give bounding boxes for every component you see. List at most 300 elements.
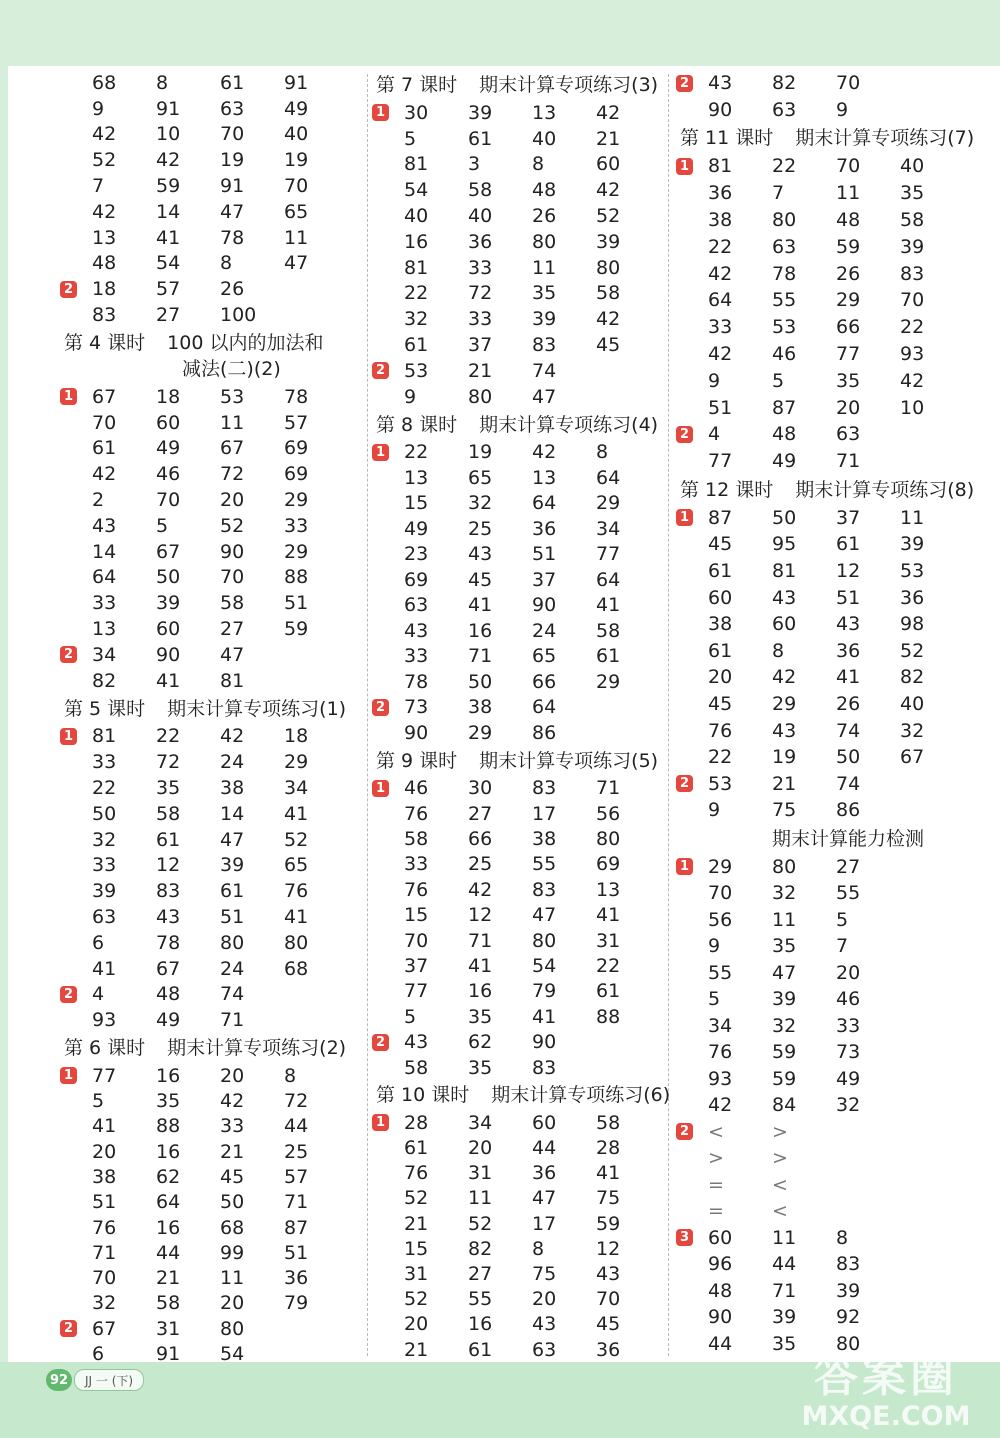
- answer-value: 43: [404, 1031, 429, 1054]
- answer-value: 4: [708, 423, 721, 446]
- answer-value: 67: [156, 957, 181, 980]
- answer-value: 45: [708, 533, 733, 556]
- answer-value: 42: [532, 441, 557, 464]
- answer-row: [676, 744, 986, 771]
- lesson-title: [376, 412, 668, 438]
- answer-value: 72: [156, 751, 181, 774]
- answer-row: [676, 638, 986, 665]
- answer-row: [60, 539, 360, 565]
- answer-value: 36: [708, 182, 733, 205]
- answer-row: [676, 907, 986, 934]
- answer-value: 87: [708, 506, 733, 529]
- answer-value: 58: [596, 1111, 621, 1134]
- answer-value: 34: [468, 1111, 493, 1134]
- answer-value: 81: [92, 725, 117, 748]
- lesson-title: [376, 72, 668, 98]
- answer-value: 43: [404, 619, 429, 642]
- answer-value: 32: [92, 1292, 117, 1315]
- answer-value: 5: [404, 127, 417, 150]
- answer-value: 48: [156, 983, 181, 1006]
- answer-row: [60, 70, 360, 96]
- answer-value: 63: [220, 97, 245, 120]
- answer-value: 87: [284, 1216, 309, 1239]
- answer-value: 61: [220, 880, 245, 903]
- answer-value: 16: [468, 980, 493, 1003]
- answer-row: [676, 260, 986, 287]
- answer-value: 41: [468, 954, 493, 977]
- answer-value: 25: [284, 1140, 309, 1163]
- answer-value: 47: [220, 200, 245, 223]
- question-number-marker: 2: [372, 699, 389, 716]
- answer-value: 61: [92, 437, 117, 460]
- answer-value: 43: [532, 1313, 557, 1336]
- answer-value: 90: [404, 721, 429, 744]
- answer-row: [372, 1029, 668, 1054]
- answer-value: 36: [596, 1338, 621, 1361]
- answer-value: 39: [220, 854, 245, 877]
- answer-value: 29: [596, 492, 621, 515]
- answer-value: 65: [284, 200, 309, 223]
- answer-value: 47: [772, 961, 797, 984]
- answer-value: 31: [596, 929, 621, 952]
- answer-value: 6: [92, 931, 105, 954]
- answer-row: [676, 1251, 986, 1278]
- answer-value: 38: [708, 613, 733, 636]
- answer-value: 14: [92, 540, 117, 563]
- answer-value: 48: [708, 1279, 733, 1302]
- answer-value: 80: [772, 208, 797, 231]
- answer-value: 73: [836, 1041, 861, 1064]
- answer-row: [676, 97, 986, 124]
- answer-row: [676, 70, 986, 97]
- answer-row: [60, 461, 360, 487]
- answer-row: [676, 394, 986, 421]
- question-number-marker: 1: [60, 388, 77, 405]
- answer-value: 54: [156, 252, 181, 275]
- answer-value: 56: [708, 908, 733, 931]
- answer-value: 20: [836, 396, 861, 419]
- answer-row: [60, 122, 360, 148]
- lesson-title: [64, 330, 360, 382]
- answer-row: [372, 720, 668, 746]
- answer-value: 13: [92, 618, 117, 641]
- answer-value: 58: [404, 828, 429, 851]
- answer-value: 63: [772, 235, 797, 258]
- answer-value: 90: [156, 643, 181, 666]
- answer-row: [60, 147, 360, 173]
- lesson-number: 第 12 课时: [680, 478, 774, 501]
- answer-row: [60, 1063, 360, 1088]
- answer-value: 3: [468, 153, 481, 176]
- answer-value: 11: [772, 1226, 797, 1249]
- answer-column-3: [676, 70, 986, 1357]
- answer-row: [372, 516, 668, 542]
- answer-value: 11: [532, 256, 557, 279]
- answer-value: 60: [708, 586, 733, 609]
- answer-value: 30: [468, 777, 493, 800]
- answer-value: 35: [156, 777, 181, 800]
- answer-value: 61: [220, 71, 245, 94]
- answer-row: [60, 1007, 360, 1033]
- lesson-name: 期末计算能力检测: [771, 827, 924, 850]
- answer-value: 21: [220, 1140, 245, 1163]
- answer-value: 60: [532, 1111, 557, 1134]
- answer-row: [676, 854, 986, 881]
- answer-value: 83: [156, 880, 181, 903]
- answer-row: [676, 1198, 986, 1225]
- answer-value: 32: [772, 882, 797, 905]
- answer-value: 75: [532, 1262, 557, 1285]
- answer-value: 74: [836, 719, 861, 742]
- answer-value: 14: [156, 200, 181, 223]
- answer-value: 18: [92, 278, 117, 301]
- lesson-title: [376, 1082, 671, 1108]
- answer-row: [60, 642, 360, 668]
- comparison-symbol: =: [708, 1200, 724, 1223]
- answer-value: 5: [92, 1090, 105, 1113]
- answer-value: 41: [284, 802, 309, 825]
- lesson-number: 第 11 课时: [680, 127, 774, 149]
- answer-value: 16: [156, 1064, 181, 1087]
- lesson-title: [680, 826, 986, 852]
- answer-value: 59: [772, 1041, 797, 1064]
- answer-value: 67: [900, 746, 925, 769]
- answer-value: 59: [772, 1067, 797, 1090]
- answer-value: 31: [468, 1162, 493, 1185]
- answer-value: 44: [284, 1115, 309, 1138]
- answer-value: 58: [220, 592, 245, 615]
- answer-value: 36: [836, 639, 861, 662]
- answer-row: [60, 225, 360, 251]
- comparison-symbol: =: [708, 1173, 724, 1196]
- answer-value: 8: [596, 441, 609, 464]
- answer-value: 67: [92, 1317, 117, 1340]
- answer-row: [60, 436, 360, 462]
- answer-value: 43: [92, 514, 117, 537]
- answer-row: [372, 177, 668, 203]
- answer-value: 29: [284, 751, 309, 774]
- answer-row: [372, 491, 668, 517]
- answer-value: 24: [220, 751, 245, 774]
- answer-value: 43: [596, 1262, 621, 1285]
- answer-row: [60, 1164, 360, 1189]
- answer-value: 22: [156, 725, 181, 748]
- answer-value: 35: [772, 1332, 797, 1355]
- answer-value: 53: [220, 385, 245, 408]
- answer-value: 55: [708, 961, 733, 984]
- answer-value: 26: [532, 205, 557, 228]
- answer-value: 38: [708, 208, 733, 231]
- answer-value: 19: [772, 746, 797, 769]
- answer-value: 86: [532, 721, 557, 744]
- answer-row: [372, 593, 668, 619]
- answer-value: 65: [284, 854, 309, 877]
- answer-value: 76: [92, 1216, 117, 1239]
- answer-value: 20: [532, 1288, 557, 1311]
- answer-value: 43: [156, 906, 181, 928]
- answer-value: 22: [92, 777, 117, 800]
- answer-row: [676, 505, 986, 532]
- answer-value: 52: [220, 514, 245, 537]
- answer-value: 50: [836, 746, 861, 769]
- answer-row: [372, 255, 668, 281]
- answer-value: 49: [284, 97, 309, 120]
- answer-value: 29: [468, 721, 493, 744]
- answer-row: [60, 724, 360, 750]
- answer-value: 55: [836, 882, 861, 905]
- answer-value: 39: [900, 235, 925, 258]
- answer-value: 20: [92, 1140, 117, 1163]
- answer-value: 21: [772, 772, 797, 795]
- answer-row: [676, 1013, 986, 1040]
- answer-value: 44: [156, 1241, 181, 1264]
- answer-value: 70: [92, 411, 117, 434]
- answer-value: 49: [836, 1067, 861, 1090]
- answer-row: [60, 668, 360, 694]
- answer-row: [676, 1278, 986, 1305]
- answer-value: 16: [404, 230, 429, 253]
- answer-value: 15: [404, 904, 429, 927]
- answer-value: 11: [284, 226, 309, 249]
- answer-value: 10: [156, 123, 181, 146]
- answer-value: 35: [772, 935, 797, 958]
- answer-value: 40: [532, 127, 557, 150]
- answer-value: 13: [532, 466, 557, 489]
- answer-value: 13: [596, 878, 621, 901]
- answer-row: [60, 96, 360, 122]
- answer-value: 72: [284, 1090, 309, 1113]
- answer-value: 58: [156, 1292, 181, 1315]
- answer-value: 28: [404, 1111, 429, 1134]
- answer-row: [372, 1337, 668, 1362]
- answer-row: [676, 180, 986, 207]
- answer-value: 58: [404, 1056, 429, 1079]
- answer-value: 20: [836, 961, 861, 984]
- lesson-number: 第 9 课时: [376, 749, 458, 772]
- answer-value: 37: [836, 506, 861, 529]
- answer-value: 39: [92, 880, 117, 903]
- answer-value: 39: [772, 988, 797, 1011]
- answer-value: 20: [708, 666, 733, 689]
- answer-value: 51: [708, 396, 733, 419]
- answer-value: 33: [468, 256, 493, 279]
- answer-value: 33: [92, 854, 117, 877]
- answer-row: [676, 960, 986, 987]
- answer-value: 93: [92, 1009, 117, 1032]
- answer-value: 21: [156, 1267, 181, 1290]
- answer-value: 32: [404, 308, 429, 331]
- question-number-marker: 1: [372, 1114, 389, 1131]
- answer-value: 45: [220, 1165, 245, 1188]
- answer-value: 5: [404, 1005, 417, 1028]
- answer-value: 70: [284, 175, 309, 198]
- lesson-name: 期末计算专项练习(7): [795, 127, 975, 149]
- answer-value: 26: [836, 693, 861, 716]
- question-number-marker: 2: [676, 1123, 693, 1140]
- answer-value: 61: [156, 828, 181, 851]
- answer-row: [676, 1119, 986, 1146]
- answer-value: 82: [92, 669, 117, 692]
- answer-row: [372, 1287, 668, 1312]
- answer-value: 31: [156, 1317, 181, 1340]
- answer-value: 76: [404, 802, 429, 825]
- answer-value: 57: [284, 411, 309, 434]
- answer-value: 58: [468, 179, 493, 202]
- answer-value: 68: [284, 957, 309, 980]
- answer-value: 33: [92, 592, 117, 615]
- answer-value: 15: [404, 492, 429, 515]
- answer-row: [372, 542, 668, 568]
- comparison-symbol: >: [772, 1147, 788, 1170]
- answer-value: 65: [532, 645, 557, 668]
- answer-value: 12: [836, 560, 861, 583]
- answer-value: 32: [836, 1094, 861, 1117]
- answer-value: 45: [596, 1313, 621, 1336]
- answer-value: 61: [404, 1137, 429, 1160]
- answer-value: 24: [220, 957, 245, 980]
- answer-value: 98: [900, 613, 925, 636]
- answer-value: 11: [468, 1187, 493, 1210]
- answer-value: 79: [284, 1292, 309, 1315]
- answer-value: 24: [532, 619, 557, 642]
- answer-value: 48: [532, 179, 557, 202]
- answer-value: 52: [468, 1212, 493, 1235]
- answer-value: 41: [92, 1115, 117, 1138]
- answer-row: [676, 771, 986, 798]
- lesson-number: 第 10 课时: [376, 1084, 470, 1107]
- answer-row: [676, 664, 986, 691]
- answer-value: 20: [220, 1064, 245, 1087]
- answer-value: 42: [468, 878, 493, 901]
- question-number-marker: 3: [676, 1229, 693, 1246]
- answer-row: [60, 749, 360, 775]
- answer-value: 76: [708, 1041, 733, 1064]
- answer-value: 41: [836, 666, 861, 689]
- answer-value: 11: [220, 1267, 245, 1290]
- watermark-url: MXQE.COM: [801, 1401, 971, 1432]
- page-number-badge: 92: [46, 1369, 72, 1391]
- answer-value: 38: [92, 1165, 117, 1188]
- answer-value: 78: [284, 385, 309, 408]
- answer-value: 60: [596, 153, 621, 176]
- answer-value: 40: [900, 155, 925, 178]
- answer-value: 56: [596, 802, 621, 825]
- answer-row: [60, 1341, 360, 1366]
- answer-value: 22: [404, 282, 429, 305]
- answer-value: 38: [220, 777, 245, 800]
- answer-value: 33: [284, 514, 309, 537]
- answer-value: 21: [404, 1338, 429, 1361]
- comparison-symbol: >: [708, 1147, 724, 1170]
- answer-row: [60, 1215, 360, 1240]
- lesson-number: 第 6 课时: [64, 1037, 146, 1060]
- answer-value: 50: [772, 506, 797, 529]
- answer-row: [372, 1186, 668, 1211]
- lesson-name: 期末计算专项练习(3): [479, 74, 659, 96]
- answer-value: 8: [532, 1237, 545, 1260]
- answer-row: [60, 590, 360, 616]
- question-number-marker: 1: [372, 780, 389, 797]
- answer-row: [60, 1190, 360, 1215]
- answer-value: 26: [220, 278, 245, 301]
- answer-value: 29: [772, 693, 797, 716]
- answer-value: 43: [772, 586, 797, 609]
- answer-value: 54: [532, 954, 557, 977]
- answer-value: 53: [900, 560, 925, 583]
- answer-value: 63: [532, 1338, 557, 1361]
- answer-row: [372, 852, 668, 877]
- answer-value: 8: [836, 1226, 849, 1249]
- answer-value: 61: [404, 334, 429, 357]
- answer-value: 70: [404, 929, 429, 952]
- answer-row: [372, 826, 668, 851]
- answer-value: 68: [220, 1216, 245, 1239]
- answer-value: 84: [772, 1094, 797, 1117]
- answer-value: 59: [156, 175, 181, 198]
- answer-row: [676, 717, 986, 744]
- answer-value: 58: [900, 208, 925, 231]
- answer-value: 8: [284, 1064, 297, 1087]
- answer-row: [676, 986, 986, 1013]
- answer-value: 29: [284, 489, 309, 512]
- answer-value: 64: [596, 568, 621, 591]
- answer-value: 83: [532, 878, 557, 901]
- answer-value: 62: [468, 1031, 493, 1054]
- answer-value: 22: [900, 316, 925, 339]
- answer-value: 19: [220, 149, 245, 172]
- answer-row: [60, 487, 360, 513]
- answer-value: 46: [772, 342, 797, 365]
- answer-value: 61: [596, 645, 621, 668]
- answer-value: 47: [220, 643, 245, 666]
- answer-row: [372, 203, 668, 229]
- answer-value: 74: [532, 359, 557, 382]
- answer-value: 22: [708, 746, 733, 769]
- answer-value: 47: [532, 385, 557, 408]
- answer-value: 42: [708, 1094, 733, 1117]
- answer-value: 81: [772, 560, 797, 583]
- answer-row: [676, 153, 986, 180]
- answer-value: 69: [596, 853, 621, 876]
- answer-value: 28: [596, 1137, 621, 1160]
- answer-row: [60, 956, 360, 982]
- answer-column-2: [372, 70, 671, 1362]
- answer-value: 61: [836, 533, 861, 556]
- answer-value: 15: [404, 1237, 429, 1260]
- lesson-name: 期末计算专项练习(6): [491, 1084, 671, 1107]
- answer-value: 58: [596, 619, 621, 642]
- answer-value: 83: [900, 262, 925, 285]
- answer-value: 70: [92, 1267, 117, 1290]
- answer-value: 39: [596, 230, 621, 253]
- answer-value: 80: [468, 385, 493, 408]
- answer-value: 83: [532, 777, 557, 800]
- answer-row: [372, 801, 668, 826]
- answer-value: 52: [404, 1288, 429, 1311]
- answer-value: 5: [836, 908, 849, 931]
- answer-row: [676, 207, 986, 234]
- answer-value: 77: [596, 543, 621, 566]
- lesson-name: 期末计算专项练习(1): [167, 697, 347, 720]
- answer-value: 34: [596, 517, 621, 540]
- question-number-marker: 1: [676, 158, 693, 175]
- answer-value: 2: [92, 489, 105, 512]
- answer-row: [60, 276, 360, 302]
- answer-row: [60, 878, 360, 904]
- answer-value: 27: [220, 618, 245, 641]
- answer-value: 71: [284, 1191, 309, 1214]
- lesson-number: 第 7 课时: [376, 74, 458, 96]
